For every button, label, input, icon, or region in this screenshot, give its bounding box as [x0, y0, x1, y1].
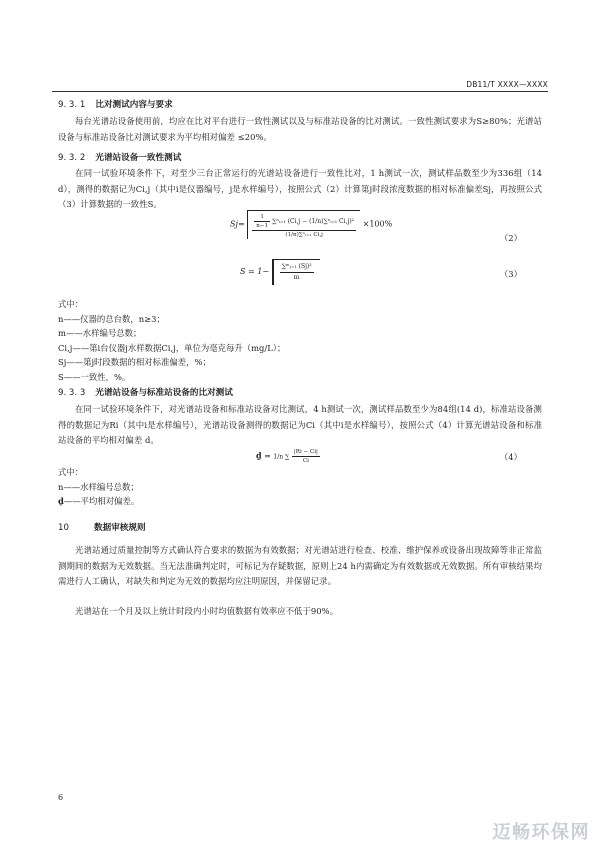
formula-4-symbol-icon: ḏ	[256, 450, 262, 461]
formula-3-lhs: S = 1−	[240, 267, 270, 276]
definitions-9-3-3	[58, 465, 139, 509]
section-number: 10	[58, 523, 69, 533]
formula-4-numerator: |Ri − Ci|	[293, 449, 318, 455]
header-divider	[52, 91, 548, 92]
paragraph-10-2: 光谱站在一个月及以上统计时段内小时均值数据有效率应不低于90%。	[75, 606, 339, 616]
formula-2-tail: ×100%	[362, 219, 393, 229]
section-heading-9-3-2	[58, 151, 181, 163]
formula-3	[240, 259, 320, 285]
definition-item	[58, 494, 139, 509]
formula-2-outer-num: 1	[254, 213, 270, 222]
page-number: 6	[58, 793, 64, 802]
formula-3-fraction	[280, 262, 314, 283]
formula-3-numerator: ∑ᵐⱼ₌₁ (Sj)²	[280, 262, 314, 273]
definition-item: S——一致性，%。	[58, 371, 131, 382]
definition-text: ——平均相对偏差。	[63, 496, 140, 506]
definition-item: n——仪器的总台数，n≥3；	[58, 313, 165, 324]
section-number: 9. 3. 2	[58, 153, 86, 163]
section-heading-9-3-1	[58, 98, 173, 110]
formula-2	[230, 210, 392, 239]
section-title: 光谱站设备一致性测试	[95, 153, 182, 163]
section-number: 9. 3. 1	[58, 100, 86, 110]
avg-deviation-symbol-icon: ḏ	[58, 496, 64, 506]
formula-4-denominator: Ci	[302, 458, 309, 464]
paragraph-10-1: 光谱站通过质量控制等方式确认符合要求的数据为有效数据；对光谱站进行检查、校准、维护保养或设备出现故障等非正常监测期间的数据为无效数据。当无法准确判定时，可标记为存疑数据，原则上24 h内需确定为有效数据或无效数据。所有审核结果均需进行人工确认，对缺失和判定为无效的数据均应注明原因，并保留记录。	[58, 545, 542, 586]
paragraph-9-3-2: 在同一试验环境条件下，对至少三台正常运行的光谱站设备进行一致性比对，1 h测试一次，测试样品数至少为336组（14 d），测得的数据记为Ci,j（其中i是仪器编号，j是水样编号），按照公式（2）计算第j时段浓度数据的相对标准偏差Sj，再按照公式（3）计算数据的一致性S。	[58, 168, 542, 209]
formula-2-lhs: Sj=	[230, 219, 245, 229]
equation-number-3: （3）	[499, 269, 522, 279]
section-number: 9. 3. 3	[58, 388, 86, 398]
formula-2-denominator: (1/n)∑ⁿᵢ₌₁ Ci,j	[285, 232, 323, 238]
formula-4	[256, 448, 320, 465]
formula-2-radical	[247, 210, 360, 239]
formula-4-fraction	[292, 448, 320, 465]
section-heading-9-3-3	[58, 386, 233, 398]
definitions-9-3-2	[58, 297, 285, 384]
formula-4-sum: 1/n ∑	[273, 453, 290, 461]
definitions-label: 式中：	[58, 467, 84, 477]
paragraph-9-3-3: 在同一试验环境条件下，对光谱站设备和标准站设备对比测试，4 h测试一次，测试样品数至少为84组(14 d)，标准站设备测得的数据记为Ri（其中i是水样编号），光谱站设备测得的数据记为Ci（其中i是水样编号），按照公式（4）计算光谱站设备和标准站设备的平均相对偏差 d。	[58, 404, 542, 445]
formula-3-denominator: m	[293, 274, 300, 281]
section-title: 光谱站设备与标准站设备的比对测试	[95, 388, 233, 398]
definition-item: n——水样编号总数；	[58, 481, 139, 492]
definition-item: Ci,j——第i台仪器j水样数据Ci,j，单位为毫克每升（mg/L）；	[58, 342, 286, 353]
formula-2-fraction	[252, 213, 356, 239]
section-title: 数据审核规则	[94, 523, 146, 533]
formula-3-radical	[272, 259, 320, 285]
section-heading-10	[58, 521, 146, 533]
formula-2-outer-den: n−1	[256, 223, 269, 229]
watermark-logo: 迈畅环保网	[492, 822, 590, 843]
formula-2-numerator: ∑ⁿᵢ₌₁ (Ci,j − (1/n)∑ⁿᵢ₌₁ Ci,j)²	[272, 218, 355, 225]
definitions-label: 式中：	[58, 299, 84, 309]
paragraph-9-3-1: 每台光谱站设备使用前，均应在比对平台进行一致性测试以及与标准站设备的比对测试。一致性测试要求为S≥80%；光谱站设备与标准站设备比对测试要求为平均相对偏差 ≤20%。	[58, 116, 542, 142]
formula-4-lhs: =	[264, 451, 271, 461]
definition-item: Sj——第j时段数据的相对标准偏差，%；	[58, 357, 211, 367]
document-code: DB11/T XXXX—XXXX	[466, 80, 548, 89]
equation-number-4: （4）	[499, 452, 522, 462]
section-title: 比对测试内容与要求	[95, 100, 173, 110]
definition-item: m——水样编号总数；	[58, 328, 142, 338]
equation-number-2: （2）	[499, 233, 522, 243]
